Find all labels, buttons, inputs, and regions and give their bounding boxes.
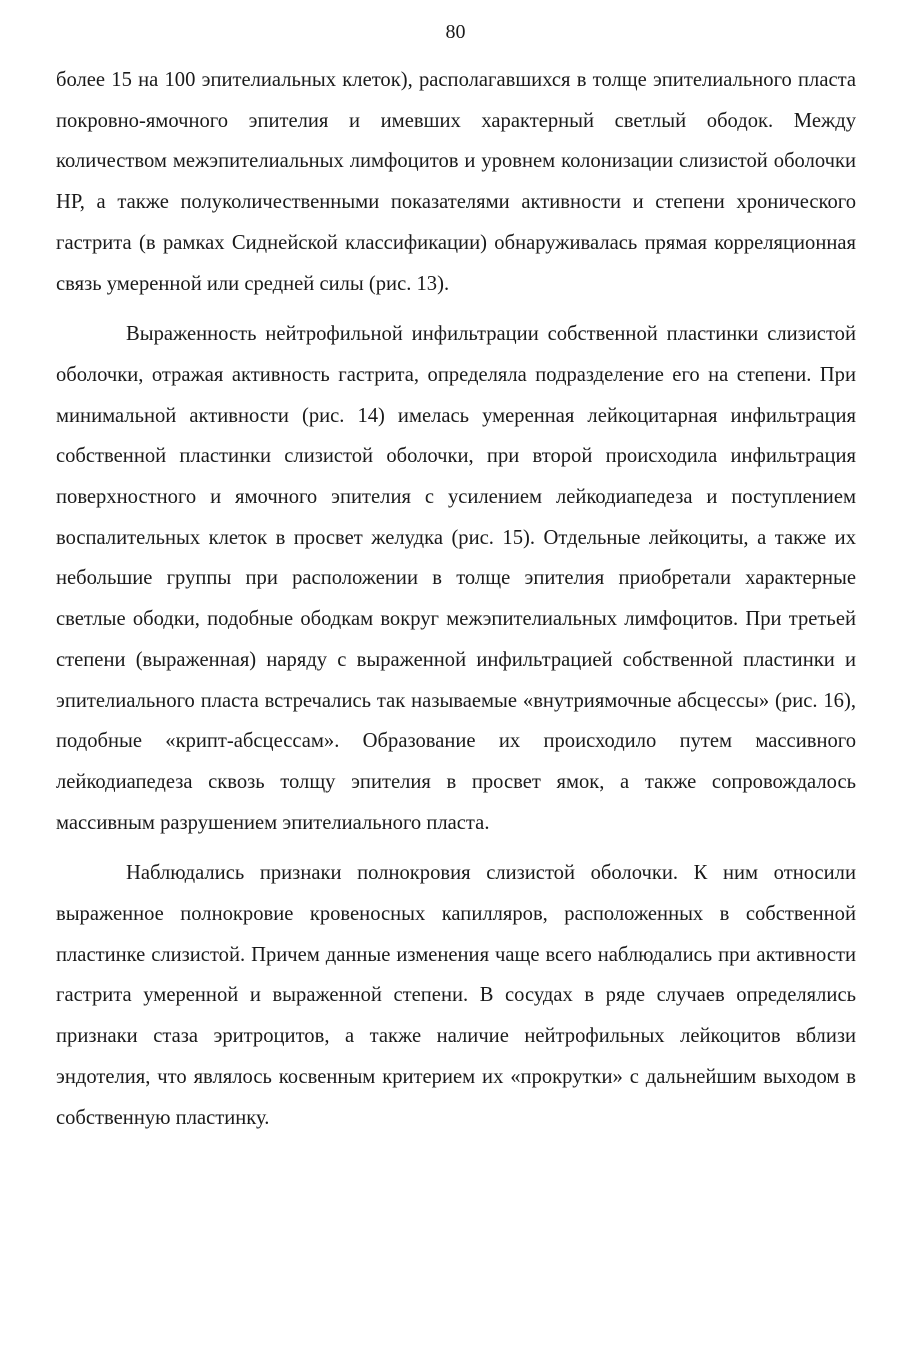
page-number: 80 <box>445 21 466 43</box>
paragraph-3: Наблюдались признаки полнокровия слизистой оболочки. К ним относили выраженное полнокровие кровеносных капилляров, расположенных в собственной пластинке слизистой. Причем данные изменения чаще всего наблюдались при активности гастрита умеренной и выраженной степени. В сосудах в ряде случаев определялись признаки стаза эритроцитов, а также наличие нейтрофильных лейкоцитов вблизи эндотелия, что являлось косвенным критерием их «прокрутки» с дальнейшим выходом в собственную пластинку. <box>56 862 856 1129</box>
body-text <box>56 60 856 1138</box>
paragraph-2: Выраженность нейтрофильной инфильтрации собственной пластинки слизистой оболочки, отражая активность гастрита, определяла подразделение его на степени. При минимальной активности (рис. 14) имелась умеренная лейкоцитарная инфильтрация собственной пластинки слизистой оболочки, при второй происходила инфильтрация поверхностного и ямочного эпителия с усилением лейкодиапедеза и поступлением воспалительных клеток в просвет желудка (рис. 15). Отдельные лейкоциты, а также их небольшие группы при расположении в толще эпителия приобретали характерные светлые ободки, подобные ободкам вокруг межэпителиальных лимфоцитов. При третьей степени (выраженная) наряду с выраженной инфильтрацией собственной пластинки и эпителиального пласта встречались так называемые «внутриямочные абсцессы» (рис. 16), подобные «крипт-абсцессам». Образование их происходило путем массивного лейкодиапедеза сквозь толщу эпителия в просвет ямок, а также сопровождалось массивным разрушением эпителиального пласта. <box>56 323 856 834</box>
paragraph-1: более 15 на 100 эпителиальных клеток), располагавшихся в толще эпителиального пласта покровно-ямочного эпителия и имевших характерный светлый ободок. Между количеством межэпителиальных лимфоцитов и уровнем колонизации слизистой оболочки НР, а также полуколичественными показателями активности и степени хронического гастрита (в рамках Сиднейской классификации) обнаруживалась прямая корреляционная связь умеренной или средней силы (рис. 13). <box>56 69 856 295</box>
